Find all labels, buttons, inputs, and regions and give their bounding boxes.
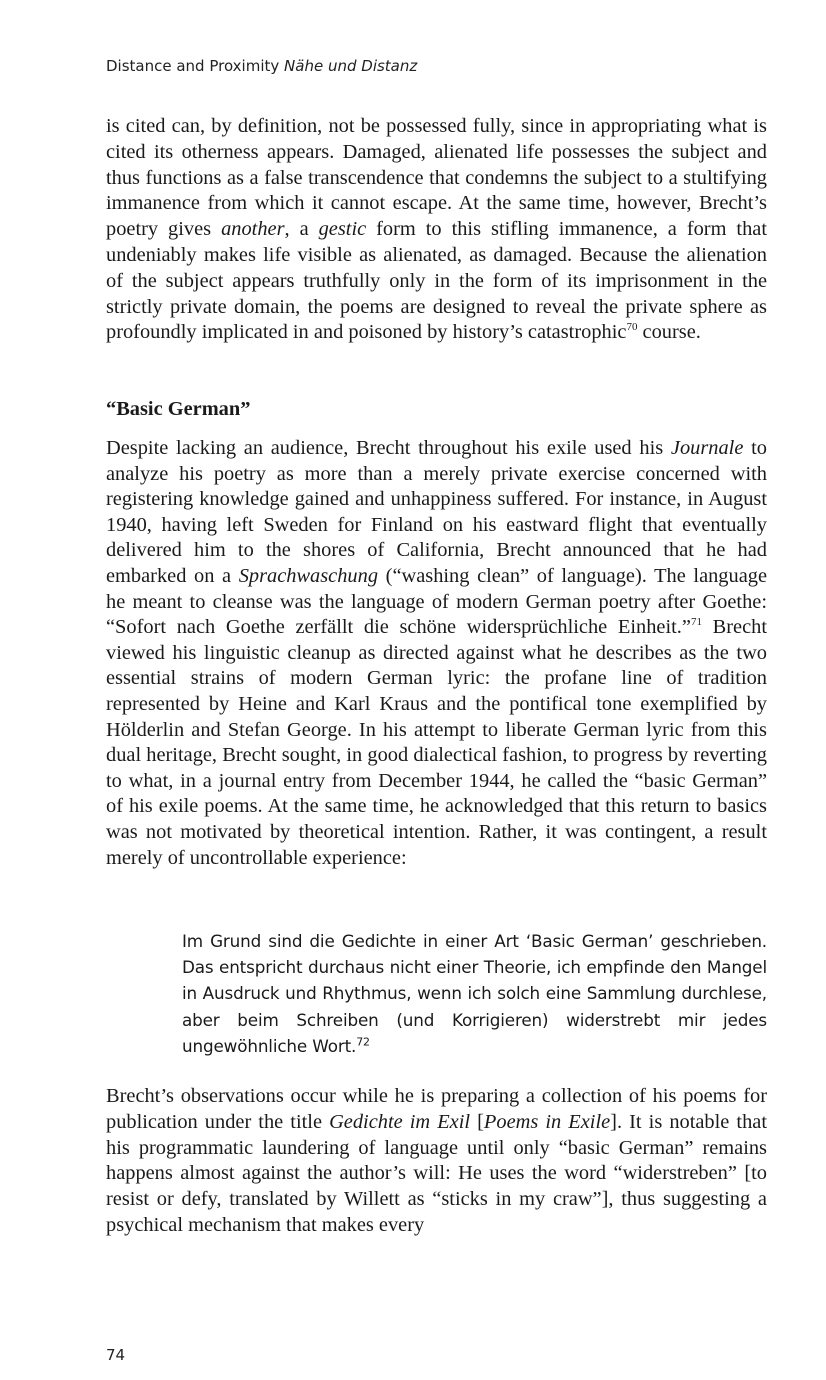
text-run: ]. It is notable that his programmatic laundering of language until only “basic German” remains happens almost against the author’s will: He uses the word “widerstreben” [to resist or defy, translated by Willett as “sticks in my craw”], thus suggesting a psychical mechanism that makes every [106,1110,767,1236]
page-number: 74 [106,1346,126,1364]
section-heading: “Basic German” [106,398,251,420]
quote-text: Im Grund sind die Gedichte in einer Art ‘Basic German’ geschrieben. Das entspricht durchaus nicht einer Theorie, ich empfinde den Mangel in Ausdruck und Rhythmus, wenn ich solch eine Sammlung durchlese, aber beim Schreiben (und Korrigieren) widerstrebt mir jedes ungewöhnliche Wort. [182,931,767,1056]
footnote-marker-71[interactable]: 71 [690,616,702,629]
paragraph-1 [106,114,767,346]
text-run: Despite lacking an audience, Brecht throughout his exile used his [106,437,671,459]
term-emphasis: Sprachwaschung [238,564,379,587]
title-emphasis: Gedichte im Exil [329,1110,471,1133]
emphasis: gestic [318,218,367,241]
text-run: (“washing clean” of language). The language he meant to cleanse was the language of modern German poetry after Goethe: “Sofort nach Goethe zerfällt die schöne widersprüchliche Einheit.” [106,564,767,639]
running-head [106,57,417,75]
text-run: is cited can, by definition, not be possessed fully, since in appropriating what is cited its otherness appears. Damaged, alienated life possesses the subject and thus functions as a false transcendence that condemns the subject to a stultifying immanence from which it cannot escape. At the same time, however, Brecht’s poetry gives [106,115,767,241]
running-head-english: Distance and Proximity [106,57,280,75]
text-run: , a [284,218,319,241]
paragraph-3 [106,1084,767,1239]
title-emphasis: Journale [670,437,744,459]
text-run: Brecht’s observations occur while he is preparing a collection of his poems for publication under the title [106,1085,767,1133]
text-run: [ [470,1110,484,1133]
text-run: to analyze his poetry as more than a merely private exercise concerned with registering knowledge gained and unhappiness suffered. For instance, in August 1940, having left Sweden for Finland on his eastward flight that eventually delivered him to the shores of California, Brecht announced that he had embarked on a [106,437,767,587]
text-run: Brecht viewed his linguistic cleanup as directed against what he describes as the two essential strains of modern German lyric: the profane line of tradition represented by Heine and Karl Kraus and the pontifical tone exemplified by Hölderlin and Stefan George. In his attempt to liberate German lyric from this dual heritage, Brecht sought, in good dialectical fashion, to progress by reverting to what, in a journal entry from December 1944, he called the “basic German” of his exile poems. At the same time, he acknowledged that this return to basics was not motivated by theoretical intention. Rather, it was contingent, a result merely of uncontrollable experience: [106,616,767,869]
footnote-marker-72[interactable]: 72 [356,1035,370,1049]
running-head-german: Nähe und Distanz [284,57,418,75]
text-run: form to this stifling immanence, a form that undeniably makes life visible as alienated, as damaged. Because the alienation of the subject appears truthfully only in the form of its imprisonment in the strictly private domain, the poems are designed to reveal the private sphere as profoundly implicated in and poisoned by history’s catastrophic [106,218,767,344]
title-emphasis: Poems in Exile [483,1110,611,1133]
footnote-marker-70[interactable]: 70 [626,321,638,334]
text-run: course. [637,321,701,344]
emphasis: another [221,218,285,241]
block-quote [182,928,767,1059]
paragraph-2 [106,436,767,871]
